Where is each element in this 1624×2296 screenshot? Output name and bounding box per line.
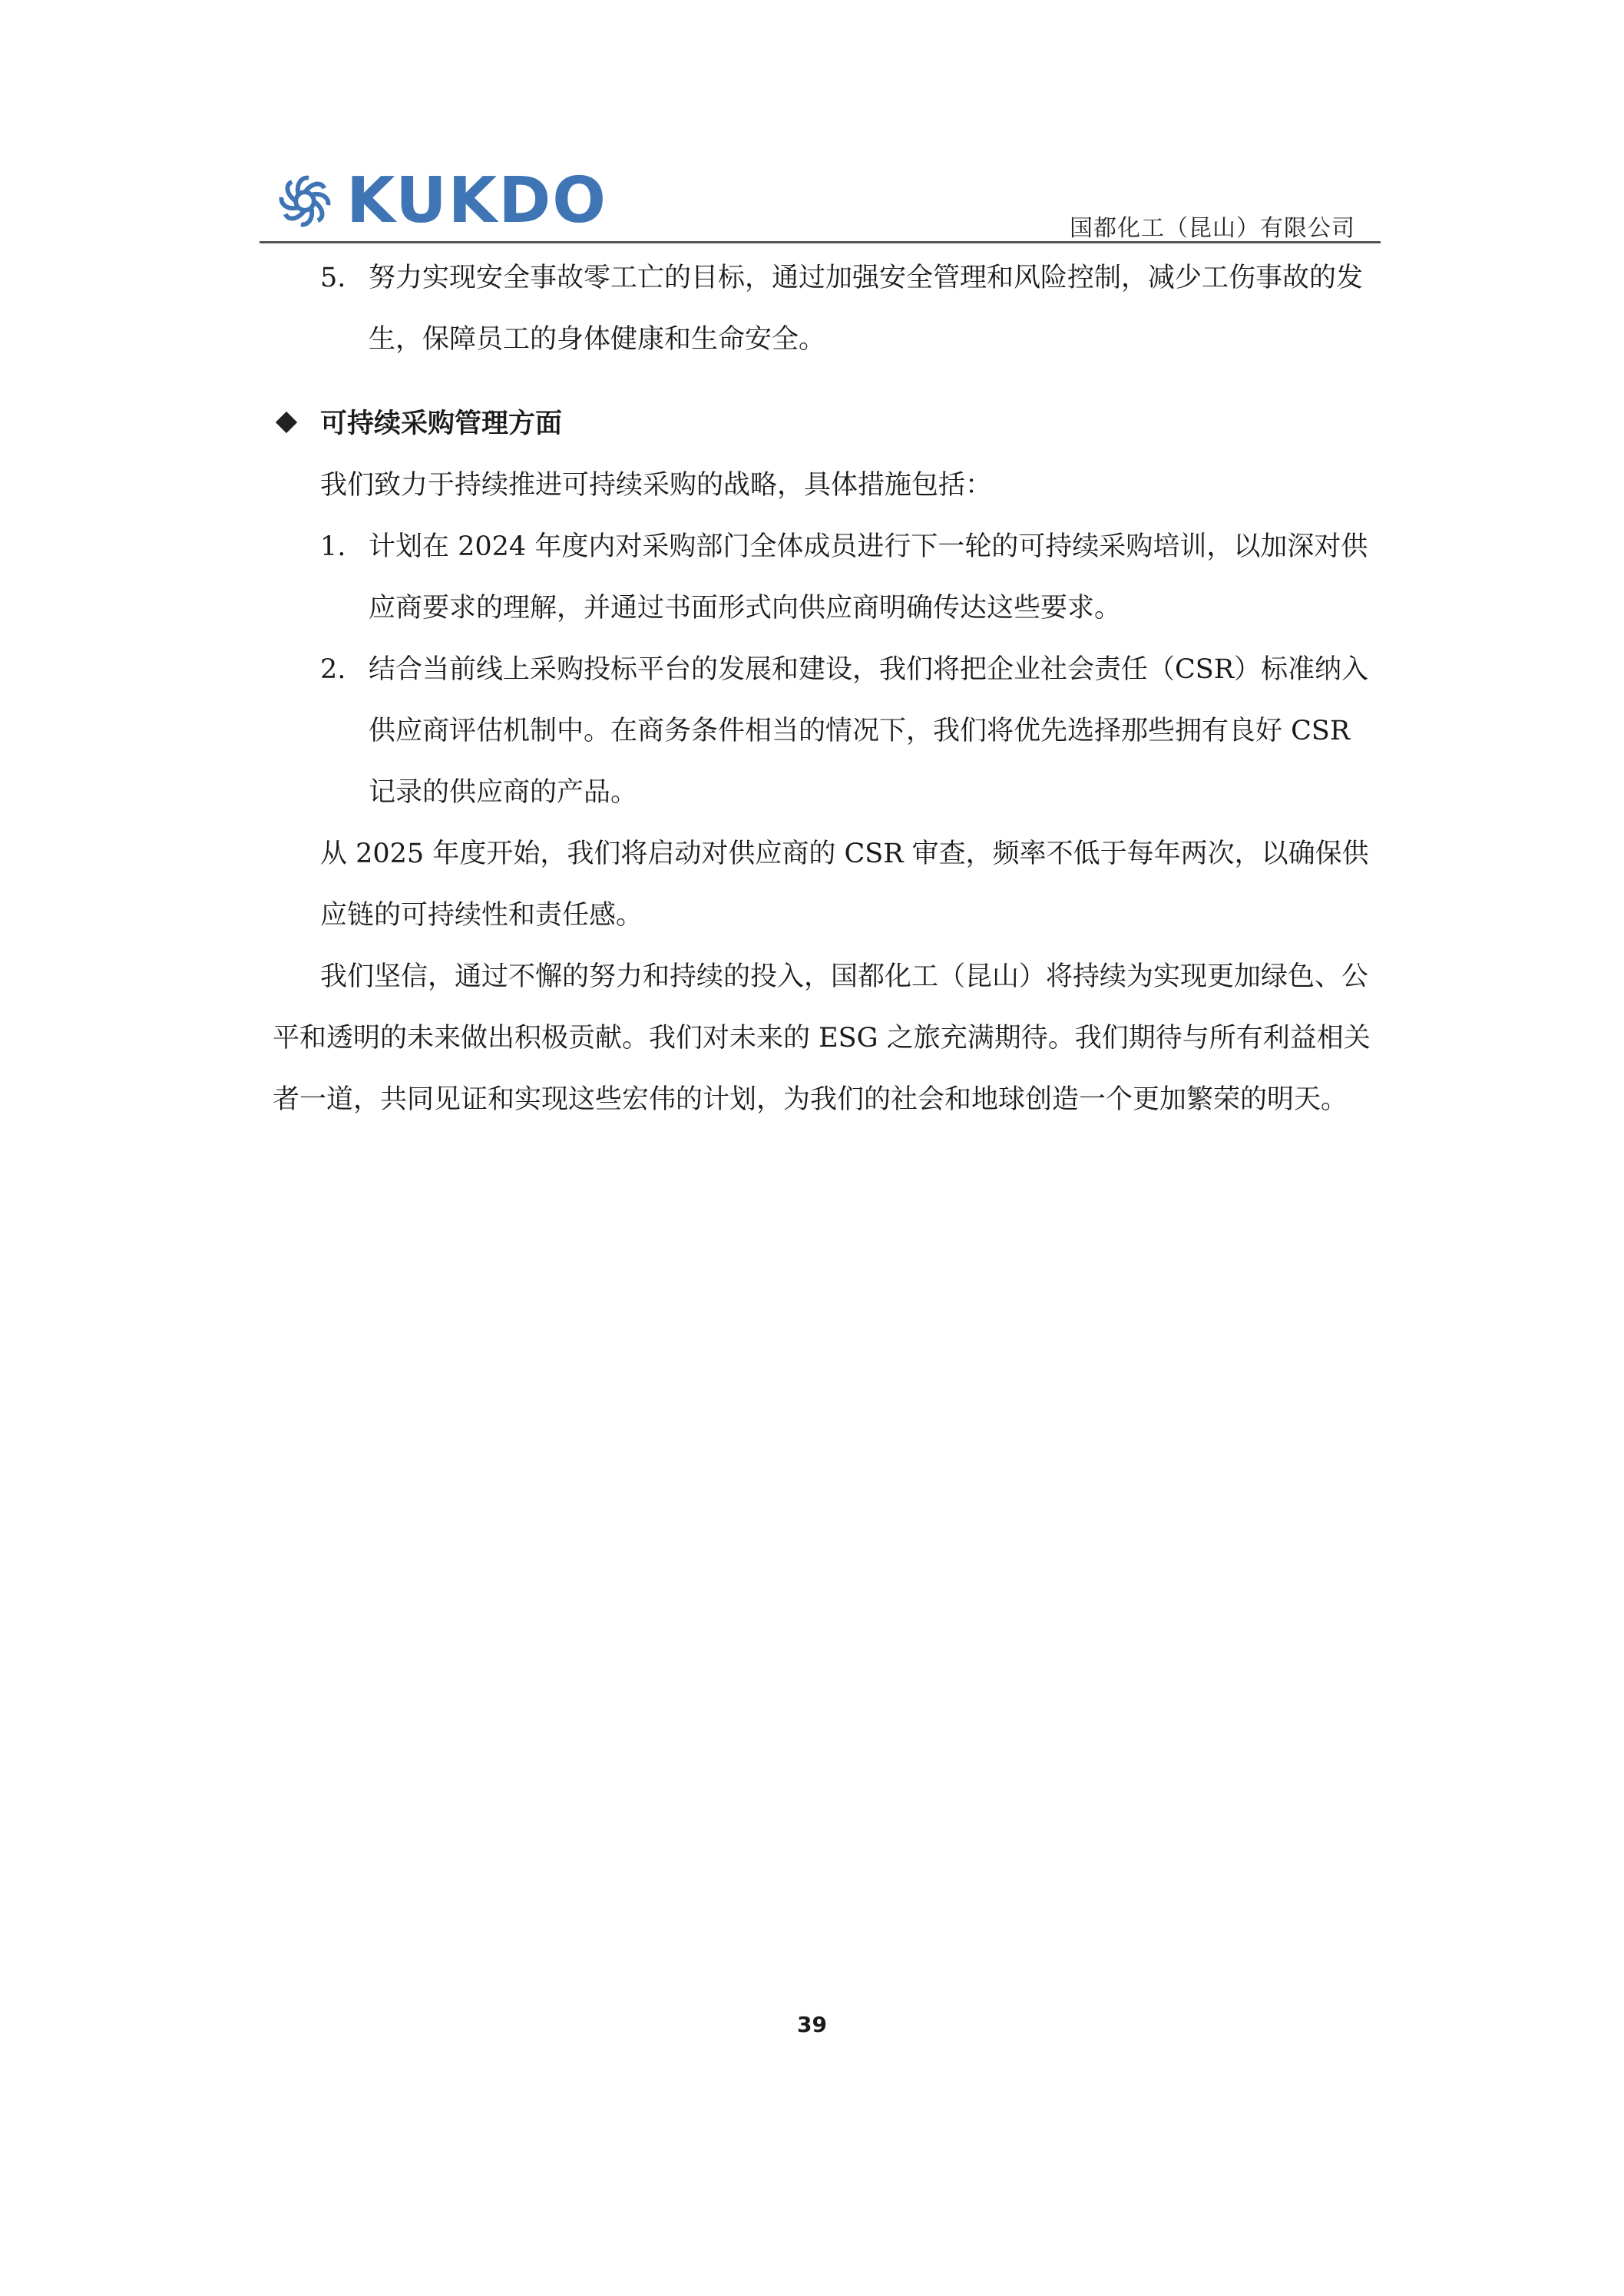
section-heading-text: 可持续采购管理方面 xyxy=(320,409,563,439)
list-item xyxy=(273,247,1371,370)
list-item-number: 5. xyxy=(320,263,346,293)
page-header xyxy=(0,0,1624,246)
list-item-number: 2. xyxy=(320,654,346,685)
list-item-text: 计划在 2024 年度内对采购部门全体成员进行下一轮的可持续采购培训，以加深对供应商要求的理解，并通过书面形式向供应商明确传达这些要求。 xyxy=(369,531,1368,624)
company-name: 国都化工（昆山）有限公司 xyxy=(1070,215,1355,242)
company-logo xyxy=(273,163,607,240)
page-body xyxy=(273,247,1371,1130)
conclusion-paragraph: 我们坚信，通过不懈的努力和持续的投入，国都化工（昆山）将持续为实现更加绿色、公平和透明的未来做出积极贡献。我们对未来的 ESG 之旅充满期待。我们期待与所有利益相关者一道，共同见证和实现这些宏伟的计划，为我们的社会和地球创造一个更加繁荣的明天。 xyxy=(273,961,1371,1115)
list-item-text: 结合当前线上采购投标平台的发展和建设，我们将把企业社会责任（CSR）标准纳入供应商评估机制中。在商务条件相当的情况下，我们将优先选择那些拥有良好 CSR 记录的供应商的产品。 xyxy=(369,654,1369,808)
section-heading xyxy=(273,393,1371,455)
diamond-bullet-icon xyxy=(276,412,297,433)
list-item xyxy=(273,639,1371,823)
logo-wordmark: KUKDO xyxy=(346,164,608,237)
page-number: 39 xyxy=(797,2012,827,2037)
list-item-text: 努力实现安全事故零工亡的目标，通过加强安全管理和风险控制，减少工伤事故的发生，保障员工的身体健康和生命安全。 xyxy=(369,263,1364,355)
section-closing-paragraph: 从 2025 年度开始，我们将启动对供应商的 CSR 审查，频率不低于每年两次，以确保供应链的可持续性和责任感。 xyxy=(320,839,1369,931)
header-divider xyxy=(260,241,1381,243)
list-item xyxy=(273,516,1371,639)
section-lead: 我们致力于持续推进可持续采购的战略，具体措施包括： xyxy=(320,470,993,501)
list-item-number: 1. xyxy=(320,531,346,562)
kukdo-emblem-icon xyxy=(273,169,337,233)
